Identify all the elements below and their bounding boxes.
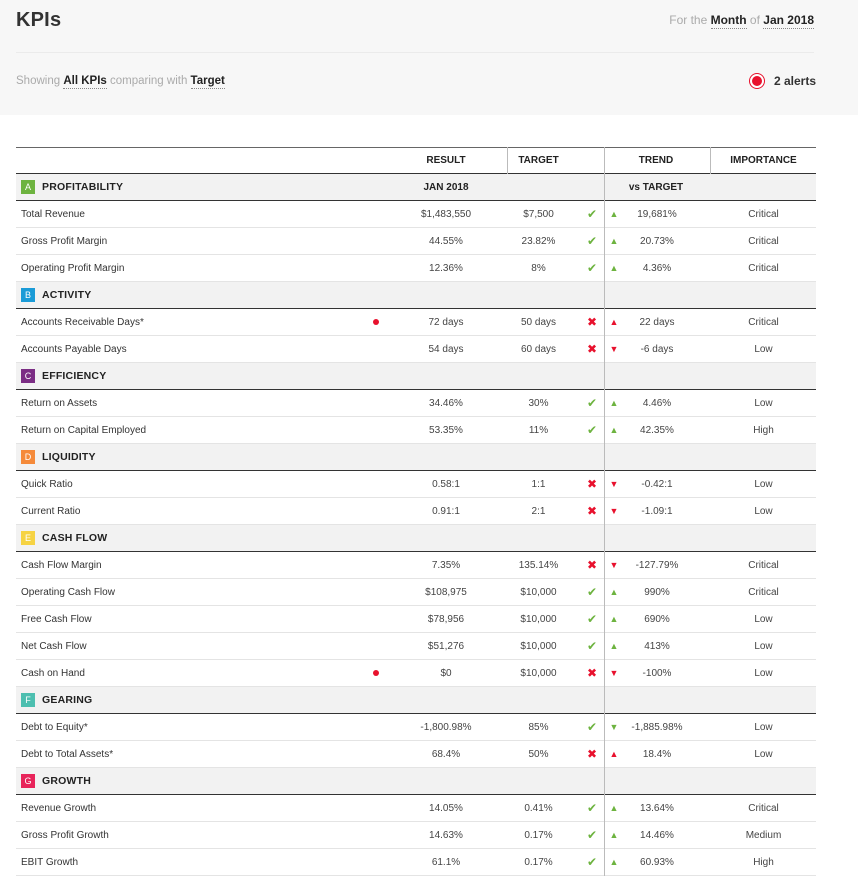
kpi-target: 85% xyxy=(528,721,549,733)
cross-icon: ✖ xyxy=(586,342,598,356)
kpi-row[interactable] xyxy=(16,741,816,768)
kpi-trend: 14.46% xyxy=(640,829,674,841)
kpi-name[interactable]: Debt to Equity* xyxy=(21,721,88,733)
triangle-up-icon: ▲ xyxy=(609,641,619,651)
kpi-trend: 42.35% xyxy=(640,424,674,436)
kpi-name[interactable]: Operating Profit Margin xyxy=(21,262,125,274)
kpi-row[interactable] xyxy=(16,660,816,687)
triangle-up-icon: ▲ xyxy=(609,830,619,840)
section-letter-badge: B xyxy=(21,288,35,302)
alert-dot-icon xyxy=(750,74,764,88)
kpi-importance: Low xyxy=(754,505,773,517)
kpi-target: 0.17% xyxy=(524,829,553,841)
section-header-cash-flow xyxy=(16,525,816,552)
kpi-name[interactable]: Revenue Growth xyxy=(21,802,97,814)
kpi-target: $10,000 xyxy=(520,640,557,652)
section-title xyxy=(21,174,123,200)
cross-icon: ✖ xyxy=(586,504,598,518)
kpi-row[interactable] xyxy=(16,849,816,876)
check-icon: ✔ xyxy=(586,828,598,842)
kpi-target: 23.82% xyxy=(521,235,556,247)
cross-icon: ✖ xyxy=(586,315,598,329)
section-letter-badge: F xyxy=(21,693,35,707)
kpi-name[interactable]: Accounts Receivable Days* xyxy=(21,316,144,328)
kpi-trend: 990% xyxy=(644,586,670,598)
kpi-trend: 60.93% xyxy=(640,856,674,868)
kpi-name[interactable]: Operating Cash Flow xyxy=(21,586,115,598)
kpi-trend: -0.42:1 xyxy=(641,478,673,490)
kpi-result: 44.55% xyxy=(429,235,463,247)
check-icon: ✔ xyxy=(586,585,598,599)
section-header-efficiency xyxy=(16,363,816,390)
triangle-up-icon: ▲ xyxy=(609,263,619,273)
kpi-trend: -1.09:1 xyxy=(641,505,673,517)
kpi-target: 50 days xyxy=(520,316,557,328)
section-letter-badge: G xyxy=(21,774,35,788)
kpi-row[interactable] xyxy=(16,633,816,660)
kpi-name[interactable]: Gross Profit Margin xyxy=(21,235,108,247)
kpi-importance: Low xyxy=(754,667,773,679)
check-icon: ✔ xyxy=(586,612,598,626)
for-the-label: For the xyxy=(669,13,708,27)
section-header-profitability xyxy=(16,174,816,201)
section-label: LIQUIDITY xyxy=(42,451,96,463)
kpi-importance: Critical xyxy=(748,208,779,220)
kpi-importance: Critical xyxy=(748,262,779,274)
triangle-up-icon: ▲ xyxy=(609,749,619,759)
section-title xyxy=(21,444,96,470)
alert-dot xyxy=(373,670,379,676)
triangle-down-icon: ▼ xyxy=(609,479,619,489)
kpi-row[interactable] xyxy=(16,417,816,444)
section-header-growth xyxy=(16,768,816,795)
check-icon: ✔ xyxy=(586,639,598,653)
kpi-target: 0.17% xyxy=(524,856,553,868)
kpi-importance: High xyxy=(753,856,774,868)
triangle-up-icon: ▲ xyxy=(609,398,619,408)
section-label: GEARING xyxy=(42,694,93,706)
kpi-result: 0.58:1 xyxy=(432,478,460,490)
kpi-row[interactable] xyxy=(16,390,816,417)
kpi-row[interactable] xyxy=(16,336,816,363)
cross-icon: ✖ xyxy=(586,666,598,680)
kpi-importance: Critical xyxy=(748,316,779,328)
kpi-trend: 4.36% xyxy=(642,262,672,274)
kpi-result: 0.91:1 xyxy=(432,505,460,517)
kpi-result: 53.35% xyxy=(429,424,463,436)
section-label: ACTIVITY xyxy=(42,289,92,301)
triangle-up-icon: ▲ xyxy=(609,614,619,624)
column-divider xyxy=(710,147,711,174)
check-icon: ✔ xyxy=(586,423,598,437)
kpi-result: 68.4% xyxy=(431,748,461,760)
alerts-indicator[interactable] xyxy=(750,74,816,88)
date-dropdown[interactable]: Jan 2018 xyxy=(763,13,814,27)
kpi-target: 60 days xyxy=(520,343,557,355)
kpi-name[interactable]: Free Cash Flow xyxy=(21,613,92,625)
kpi-result: -1,800.98% xyxy=(420,721,472,733)
kpi-name[interactable]: Quick Ratio xyxy=(21,478,73,490)
cross-icon: ✖ xyxy=(586,477,598,491)
kpi-name[interactable]: Total Revenue xyxy=(21,208,85,220)
triangle-down-icon: ▼ xyxy=(609,560,619,570)
kpi-target: $10,000 xyxy=(520,613,557,625)
kpi-importance: Low xyxy=(754,748,773,760)
kpi-trend: -100% xyxy=(642,667,672,679)
kpi-target: $7,500 xyxy=(523,208,554,220)
section-title xyxy=(21,768,91,794)
triangle-up-icon: ▲ xyxy=(609,425,619,435)
kpi-row[interactable] xyxy=(16,309,816,336)
kpi-result: 54 days xyxy=(428,343,464,355)
check-icon: ✔ xyxy=(586,234,598,248)
page-title: KPIs xyxy=(16,9,62,31)
kpi-name[interactable]: Current Ratio xyxy=(21,505,81,517)
kpi-filter-dropdown[interactable]: All KPIs xyxy=(63,75,107,87)
kpi-trend: -127.79% xyxy=(635,559,679,571)
triangle-down-icon: ▼ xyxy=(609,506,619,516)
check-icon: ✔ xyxy=(586,261,598,275)
kpi-trend: 18.4% xyxy=(642,748,672,760)
check-icon: ✔ xyxy=(586,801,598,815)
kpi-result: 14.05% xyxy=(429,802,463,814)
check-icon: ✔ xyxy=(586,855,598,869)
filter-bar xyxy=(16,75,225,87)
section-header-activity xyxy=(16,282,816,309)
triangle-up-icon: ▲ xyxy=(609,317,619,327)
kpi-trend: 13.64% xyxy=(640,802,674,814)
kpi-name[interactable]: Accounts Payable Days xyxy=(21,343,127,355)
alerts-count: 2 alerts xyxy=(773,74,816,88)
section-label: CASH FLOW xyxy=(42,532,108,544)
triangle-up-icon: ▲ xyxy=(609,587,619,597)
kpi-target: 50% xyxy=(528,748,549,760)
kpi-trend: -6 days xyxy=(640,343,674,355)
period-selector xyxy=(669,13,814,27)
alert-dot-icon xyxy=(373,660,379,686)
trend-column-header: TREND xyxy=(638,154,674,166)
kpi-row[interactable] xyxy=(16,579,816,606)
kpi-target: 30% xyxy=(528,397,549,409)
section-label: EFFICIENCY xyxy=(42,370,107,382)
check-icon: ✔ xyxy=(586,396,598,410)
kpi-target: $10,000 xyxy=(520,667,557,679)
kpi-result: $51,276 xyxy=(427,640,465,652)
kpi-row[interactable] xyxy=(16,714,816,741)
period-dropdown[interactable]: Month xyxy=(710,13,747,27)
kpi-name[interactable]: Return on Assets xyxy=(21,397,98,409)
period-subheader: JAN 2018 xyxy=(423,181,469,193)
section-title xyxy=(21,282,91,308)
table-header-row xyxy=(16,147,816,174)
section-title xyxy=(21,363,106,389)
kpi-target: 135.14% xyxy=(518,559,559,571)
report-header xyxy=(0,0,858,115)
kpi-name[interactable]: EBIT Growth xyxy=(21,856,79,868)
kpi-importance: Critical xyxy=(748,559,779,571)
kpi-row[interactable] xyxy=(16,822,816,849)
triangle-up-icon: ▲ xyxy=(609,803,619,813)
kpi-trend: 20.73% xyxy=(640,235,674,247)
kpi-importance: Low xyxy=(754,640,773,652)
section-letter-badge: C xyxy=(21,369,35,383)
triangle-down-icon: ▼ xyxy=(609,668,619,678)
kpi-importance: Critical xyxy=(748,586,779,598)
triangle-down-icon: ▼ xyxy=(609,722,619,732)
kpi-row[interactable] xyxy=(16,201,816,228)
kpi-name[interactable]: Cash on Hand xyxy=(21,667,85,679)
section-letter-badge: A xyxy=(21,180,35,194)
showing-label: Showing xyxy=(16,75,61,87)
triangle-up-icon: ▲ xyxy=(609,857,619,867)
kpi-row[interactable] xyxy=(16,606,816,633)
kpi-result: 61.1% xyxy=(431,856,461,868)
importance-column-header: IMPORTANCE xyxy=(730,154,797,166)
kpi-name[interactable]: Net Cash Flow xyxy=(21,640,87,652)
check-icon: ✔ xyxy=(586,720,598,734)
of-label: of xyxy=(749,13,760,27)
kpi-result: 14.63% xyxy=(429,829,463,841)
kpi-name[interactable]: Gross Profit Growth xyxy=(21,829,109,841)
kpi-row[interactable] xyxy=(16,255,816,282)
triangle-up-icon: ▲ xyxy=(609,209,619,219)
kpi-target: $10,000 xyxy=(520,586,557,598)
kpi-importance: High xyxy=(753,424,774,436)
alert-dot-icon xyxy=(373,309,379,335)
section-label: GROWTH xyxy=(42,775,92,787)
kpi-result: 72 days xyxy=(428,316,464,328)
kpi-trend: 4.46% xyxy=(642,397,672,409)
kpi-result: 34.46% xyxy=(429,397,463,409)
kpi-result: $108,975 xyxy=(425,586,467,598)
kpi-target: 1:1 xyxy=(531,478,546,490)
kpi-trend: -1,885.98% xyxy=(631,721,683,733)
kpi-importance: Critical xyxy=(748,802,779,814)
comparing-label: comparing with xyxy=(110,75,188,87)
kpi-trend: 19,681% xyxy=(637,208,677,220)
kpi-name[interactable]: Return on Capital Employed xyxy=(21,424,147,436)
cross-icon: ✖ xyxy=(586,747,598,761)
kpi-row[interactable] xyxy=(16,471,816,498)
column-divider xyxy=(507,147,508,174)
section-label: PROFITABILITY xyxy=(42,181,124,193)
kpi-target: 8% xyxy=(531,262,546,274)
target-column-header: TARGET xyxy=(518,154,559,166)
kpi-importance: Medium xyxy=(745,829,782,841)
kpi-row[interactable] xyxy=(16,795,816,822)
kpi-target: 0.41% xyxy=(524,802,553,814)
kpi-row[interactable] xyxy=(16,498,816,525)
check-icon: ✔ xyxy=(586,207,598,221)
column-divider xyxy=(604,147,605,876)
kpi-result: 7.35% xyxy=(431,559,461,571)
kpi-importance: Low xyxy=(754,343,773,355)
vs-target-subheader: vs TARGET xyxy=(628,181,684,193)
section-letter-badge: D xyxy=(21,450,35,464)
kpi-row[interactable] xyxy=(16,228,816,255)
result-column-header: RESULT xyxy=(426,154,466,166)
kpi-name[interactable]: Debt to Total Assets* xyxy=(21,748,114,760)
compare-dropdown[interactable]: Target xyxy=(190,75,225,87)
header-divider xyxy=(16,52,814,53)
kpi-trend: 413% xyxy=(644,640,670,652)
kpi-importance: Low xyxy=(754,721,773,733)
section-letter-badge: E xyxy=(21,531,35,545)
kpi-importance: Low xyxy=(754,478,773,490)
kpi-result: $0 xyxy=(440,667,452,679)
section-header-liquidity xyxy=(16,444,816,471)
kpi-name[interactable]: Cash Flow Margin xyxy=(21,559,102,571)
kpi-importance: Low xyxy=(754,613,773,625)
kpi-importance: Critical xyxy=(748,235,779,247)
section-title xyxy=(21,687,92,713)
kpi-importance: Low xyxy=(754,397,773,409)
kpi-target: 2:1 xyxy=(531,505,546,517)
cross-icon: ✖ xyxy=(586,558,598,572)
kpi-result: $78,956 xyxy=(427,613,465,625)
kpi-trend: 690% xyxy=(644,613,670,625)
kpi-result: 12.36% xyxy=(429,262,463,274)
triangle-down-icon: ▼ xyxy=(609,344,619,354)
alert-dot xyxy=(373,319,379,325)
kpi-result: $1,483,550 xyxy=(420,208,472,220)
kpi-row[interactable] xyxy=(16,552,816,579)
kpi-trend: 22 days xyxy=(639,316,675,328)
kpi-target: 11% xyxy=(528,424,549,436)
section-title xyxy=(21,525,107,551)
section-header-gearing xyxy=(16,687,816,714)
triangle-up-icon: ▲ xyxy=(609,236,619,246)
